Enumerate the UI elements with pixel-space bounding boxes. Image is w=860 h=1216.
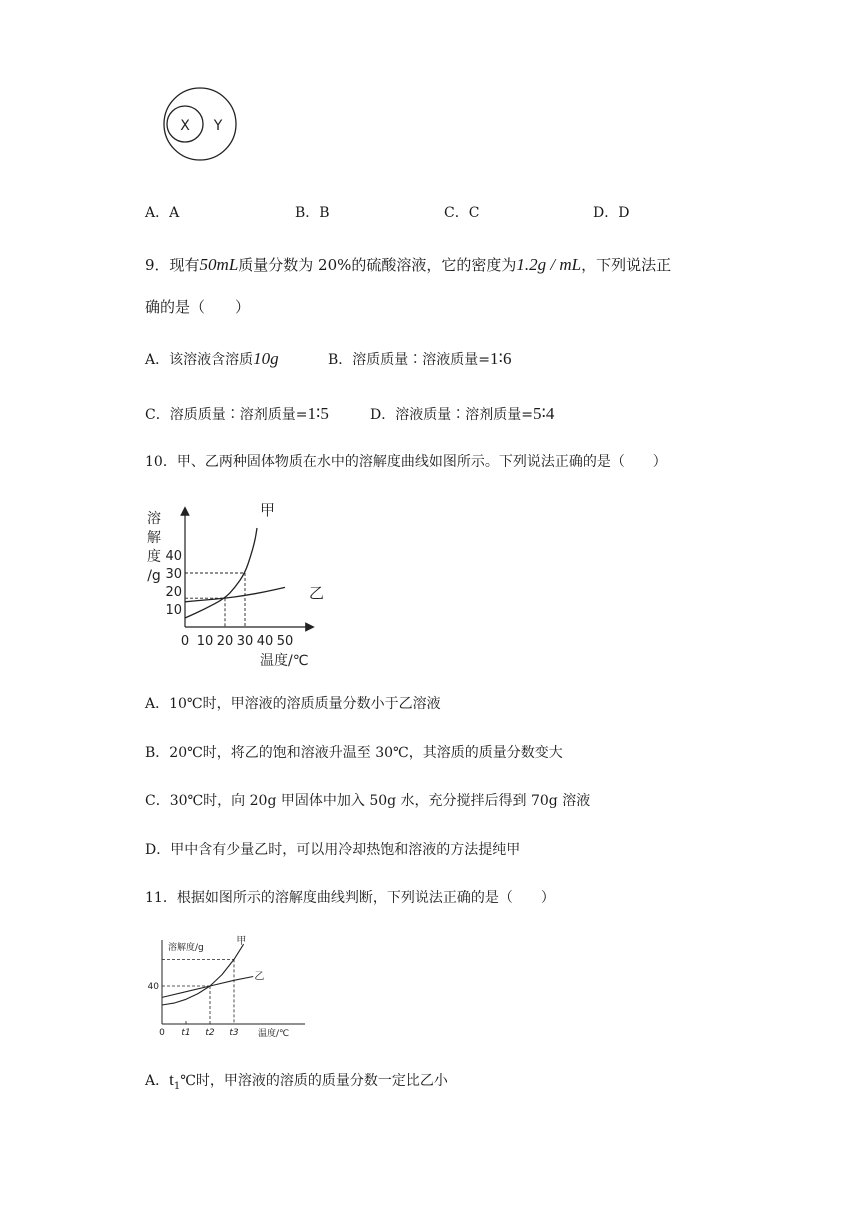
q8-option-c: C．C bbox=[444, 205, 480, 221]
q9-option-d-text: D．溶液质量∶溶剂质量= bbox=[370, 407, 533, 423]
q8-option-a: A．A bbox=[145, 205, 180, 221]
q9-option-a bbox=[145, 349, 279, 370]
q11-chart-series-line-yi bbox=[162, 977, 253, 998]
q9-prefix: 9．现有 bbox=[145, 256, 200, 274]
q10-chart-x-tick-label: 10 bbox=[196, 634, 214, 649]
q10-chart-y-label-char: /g bbox=[147, 568, 161, 584]
q10-stem: 10．甲、乙两种固体物质在水中的溶解度曲线如图所示。下列说法正确的是（ ） bbox=[145, 454, 667, 470]
q9-option-c-text: C．溶质质量∶溶剂质量= bbox=[145, 407, 308, 423]
q11-chart-y-tick-label: 40 bbox=[147, 982, 159, 992]
q10-chart-x-tick-label: 0 bbox=[180, 634, 190, 649]
q11-option-a-text: ℃时，甲溶液的溶质的质量分数一定比乙小 bbox=[180, 1073, 448, 1089]
q8-option-d: D．D bbox=[593, 205, 630, 221]
q11-chart-x-tick-label: t3 bbox=[229, 1028, 239, 1038]
q10-chart-y-tick-label: 30 bbox=[165, 567, 182, 582]
q9-density: 1.2g / mL bbox=[516, 255, 582, 274]
q10-chart-y-tick-label: 10 bbox=[165, 603, 182, 618]
q11-solubility-chart bbox=[140, 932, 315, 1040]
q10-option-b: B．20℃时，将乙的饱和溶液升温至 30℃，其溶质的质量分数变大 bbox=[145, 745, 563, 761]
q11-option-a bbox=[145, 1070, 448, 1097]
q10-chart-x-tick-label: 30 bbox=[236, 634, 254, 649]
q11-chart-x-tick-label: t1 bbox=[181, 1028, 191, 1038]
q9-stem-line1 bbox=[145, 255, 671, 275]
q11-chart-y-label: 溶解度/g bbox=[168, 943, 204, 953]
q9-option-d bbox=[370, 404, 554, 425]
q11-chart-series-label-jia: 甲 bbox=[236, 936, 247, 947]
q9-option-a-value: 10g bbox=[253, 349, 279, 368]
q11-chart-series-line-jia bbox=[162, 944, 244, 1005]
q10-chart-y-label-char: 溶 bbox=[147, 511, 161, 527]
q10-solubility-chart bbox=[140, 495, 340, 670]
q10-option-a: A．10℃时，甲溶液的溶质质量分数小于乙溶液 bbox=[145, 696, 441, 712]
q10-chart-y-label-char: 度 bbox=[147, 549, 161, 565]
q10-chart-x-label: 温度/℃ bbox=[260, 653, 309, 669]
q10-chart-series-label-jia: 甲 bbox=[260, 501, 276, 519]
q11-chart-x-tick-label: 0 bbox=[159, 1028, 165, 1038]
q10-option-d: D．甲中含有少量乙时，可以用冷却热饱和溶液的方法提纯甲 bbox=[145, 842, 521, 858]
q11-option-a-prefix: A． bbox=[145, 1073, 170, 1089]
q9-option-b bbox=[328, 349, 511, 370]
q9-option-b-text: B．溶质质量∶溶液质量= bbox=[328, 352, 491, 368]
q11-chart-x-tick-label: t2 bbox=[205, 1028, 215, 1038]
venn-outer-label: Y bbox=[213, 118, 223, 134]
q10-chart-x-tick-label: 20 bbox=[216, 634, 234, 649]
q11-stem: 11．根据如图所示的溶解度曲线判断，下列说法正确的是（ ） bbox=[145, 890, 555, 906]
q10-chart-y-label-char: 解 bbox=[147, 530, 161, 546]
q8-option-b: B．B bbox=[295, 205, 330, 221]
q9-option-c-value: 1∶5 bbox=[307, 404, 329, 423]
q10-chart-x-tick-label: 50 bbox=[276, 634, 294, 649]
q10-chart-series-label-yi: 乙 bbox=[309, 583, 325, 602]
q11-chart-x-label: 温度/℃ bbox=[258, 1029, 290, 1039]
q9-suffix: ，下列说法正 bbox=[581, 256, 672, 274]
q10-option-c: C．30℃时，向 20g 甲固体中加入 50g 水，充分搅拌后得到 70g 溶液 bbox=[145, 793, 591, 809]
q9-option-d-value: 5∶4 bbox=[532, 404, 555, 423]
q10-chart-x-tick-label: 40 bbox=[256, 634, 274, 649]
q9-stem-line2: 确的是（ ） bbox=[145, 298, 251, 316]
venn-inner-label: X bbox=[180, 118, 190, 134]
q9-volume: 50mL bbox=[199, 255, 239, 274]
q11-option-a-sub: 1 bbox=[173, 1080, 181, 1092]
q11-chart-series-label-yi: 乙 bbox=[254, 971, 265, 983]
q9-option-a-text: A．该溶液含溶质 bbox=[145, 352, 254, 368]
q9-option-b-value: 1∶6 bbox=[490, 349, 512, 368]
venn-diagram bbox=[160, 86, 240, 162]
q10-chart-y-tick-label: 40 bbox=[165, 549, 182, 564]
q9-option-c bbox=[145, 404, 329, 425]
q10-chart-y-tick-label: 20 bbox=[165, 585, 182, 600]
q11-option-a-var: t bbox=[169, 1070, 174, 1089]
q10-chart-series-line-yi bbox=[185, 587, 285, 601]
q9-mid: 质量分数为 20%的硫酸溶液，它的密度为 bbox=[238, 256, 517, 274]
